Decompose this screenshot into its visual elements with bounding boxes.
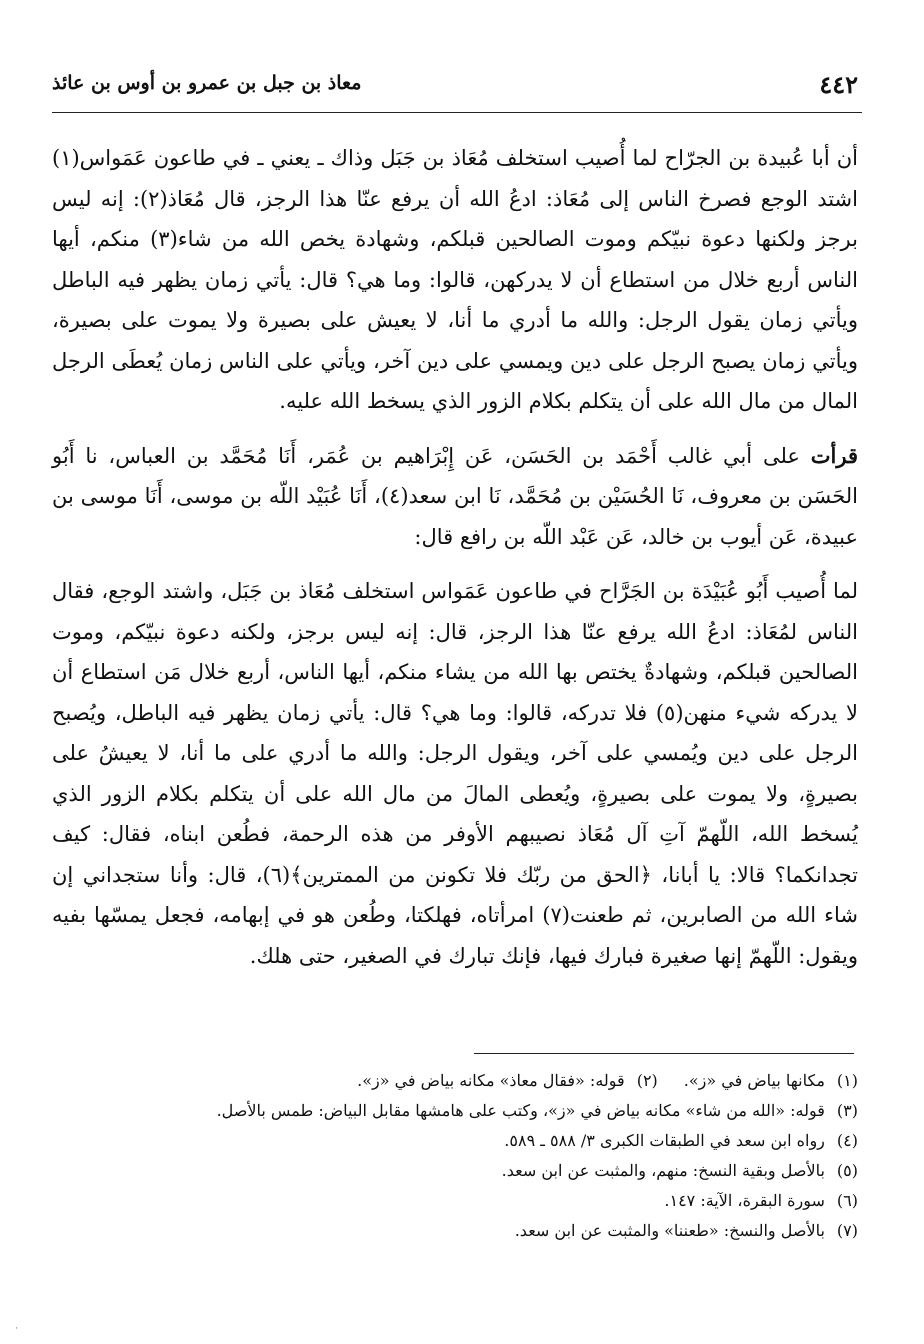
text-line: على ما أنا، لا يعيشُ على بصيرةٍ، ولا يموت على بصيرةٍ، ويُعطى المالَ من مال الله على أن: [52, 741, 858, 806]
text-line: زمان يظهر فيه الباطل ويأتي زمان يقول الرجل: والله ما أدري ما أنا، لا يعيش على بصيرة ولا: [52, 267, 858, 332]
header-rule: [52, 112, 862, 113]
text-line: يتكلم بكلام الزور الذي يُسخط الله، اللّهمّ آتِ آل مُعَاذ نصيبهم الأوفر من هذه الرحمة، فطُعن: [52, 781, 859, 846]
scan-mark: ˙: [14, 1327, 19, 1338]
footnote: [515, 1216, 858, 1246]
footnote: [664, 1186, 858, 1216]
footnote-line: [52, 1096, 858, 1126]
footnote: [684, 1066, 858, 1096]
text-line: يموت على بصيرة، ويأتي زمان يصبح الرجل على دين ويمسي على دين آخر، ويأتي على: [52, 308, 859, 373]
text-line: شاء(٣) منكم، أيها الناس أربع خلال من استطاع أن لا يدركهن، قالوا: وما هي؟ قال: يأتي: [52, 227, 859, 292]
page-header: [52, 60, 858, 106]
footnote-number: (٥): [836, 1161, 858, 1180]
footnote-number: (١): [836, 1071, 858, 1090]
text-line: الوجع، فقال الناس لمُعَاذ: ادعُ الله يرفع عنّا هذا الرجز، قال: إنه ليس برجز، ولكنه دعوة: [52, 579, 858, 644]
footnote-text: سورة البقرة، الآية: ١٤٧.: [664, 1191, 825, 1210]
text-line: نبيّكم، وموت الصالحين قبلكم، وشهادةٌ يختص بها الله من يشاء منكم، أيها الناس، أربع: [52, 619, 858, 684]
text-line: ابناه، فقال: كيف تجدانكما؟ قالا: يا أبانا، ﴿الحق من ربّك فلا تكونن من الممترين﴾(٦)،: [52, 822, 859, 887]
footnote-line: [52, 1216, 858, 1246]
text-line: إبهامه، فجعل يمسّها بفيه ويقول: اللّهمّ إنها صغيرة فبارك فيها، فإنك تبارك في الصغير،: [52, 903, 858, 968]
paragraph: [52, 436, 858, 558]
footnote-number: (٣): [836, 1101, 858, 1120]
text-line: خلال مَن استطاع أن لا يدركه شيء منهن(٥) فلا تدركه، قالوا: وما هي؟ قال: يأتي زمان: [52, 660, 858, 725]
text-line: يظهر فيه الباطل، ويُصبح الرجل على دين ويُمسي على آخر، ويقول الرجل: والله ما أدري: [52, 700, 858, 765]
paragraph: [52, 571, 858, 976]
footnote-line: [52, 1186, 858, 1216]
footnote-line: [52, 1156, 858, 1186]
footnote-number: (٦): [836, 1191, 858, 1210]
footnote-line: [52, 1066, 858, 1096]
footnote-text: مكانها بياض في «ز».: [683, 1071, 825, 1090]
footnote-text: بالأصل وبقية النسخ: منهم، والمثبت عن ابن سعد.: [501, 1161, 825, 1180]
text-line: أَبُو الحَسَن بن معروف، نَا الحُسَيْن بن مُحَمَّد، نَا ابن سعد(٤)، أَنَا عُبَيْد اللّه بن موسى، أَنَا: [52, 443, 858, 508]
footnotes: [52, 1066, 858, 1246]
footnote-number: (٤): [836, 1131, 858, 1150]
text-line: أن أبا عُبيدة بن الجرّاح لما أُصيب استخلف مُعَاذ بن جَبَل وذاك ـ يعني ـ في طاعون: [153, 146, 858, 170]
text-line: مُعَاذ(٢): إنه ليس برجز ولكنها دعوة نبيّكم وموت الصالحين قبلكم، وشهادة يخص الله من: [52, 186, 858, 251]
running-title: معاذ بن جبل بن عمرو بن أوس بن عائذ: [52, 72, 362, 94]
footnote-line: [52, 1126, 858, 1156]
text-line: موسى بن عبيدة، عَن أيوب بن خالد، عَن عَبْد اللّه بن رافع قال:: [52, 484, 858, 549]
footnote: [504, 1126, 858, 1156]
paragraph-lead-word: قرأت: [810, 442, 858, 468]
footnote: [502, 1156, 858, 1186]
text-line: قال: وأنا ستجداني إن شاء الله من الصابرين، ثم طعنت(٧) امرأتاه، فهلكتا، وطُعن هو في: [52, 862, 858, 927]
footnote-number: (٧): [836, 1221, 858, 1240]
footnote-text: قوله: «فقال معاذ» مكانه بياض في «ز».: [357, 1071, 625, 1090]
footnote-text: بالأصل والنسخ: «طعننا» والمثبت عن ابن سعد.: [514, 1221, 825, 1240]
footnote-text: رواه ابن سعد في الطبقات الكبرى ٣/ ٥٨٨ ـ ٥٨٩.: [504, 1131, 825, 1150]
footnote-text: قوله: «الله من شاء» مكانه بياض في «ز»، وكتب على هامشها مقابل البياض: طمس بالأصل.: [216, 1101, 825, 1120]
footnote-separator: [474, 1053, 854, 1054]
footnote: [217, 1096, 858, 1126]
text-line: على أبي غالب أَحْمَد بن الحَسَن، عَن إِبْرَاهيم بن عُمَر، أَنَا مُحَمَّد بن العباس، نا: [85, 443, 811, 468]
page-number: ٤٤٢: [819, 70, 858, 99]
text-line: عَمَواس(١) اشتد الوجع فصرخ الناس إلى مُعَاذ: ادعُ الله أن يرفع عنّا هذا الرجز، قال: [52, 146, 858, 211]
footnote-number: (٢): [636, 1071, 658, 1090]
text-line: لما أُصيب أَبُو عُبَيْدَة بن الجَرَّاح في طاعون عَمَواس استخلف مُعَاذ بن جَبَل، واشتد: [162, 579, 858, 603]
paragraph: [52, 138, 858, 422]
text-line: حتى هلك.: [249, 943, 336, 968]
main-text: [52, 138, 858, 990]
text-line: الناس زمان يُعطَى الرجل المال من مال الله على أن يتكلم بكلام الزور الذي يسخط الله عليه.: [52, 348, 858, 413]
footnote: [357, 1066, 658, 1096]
